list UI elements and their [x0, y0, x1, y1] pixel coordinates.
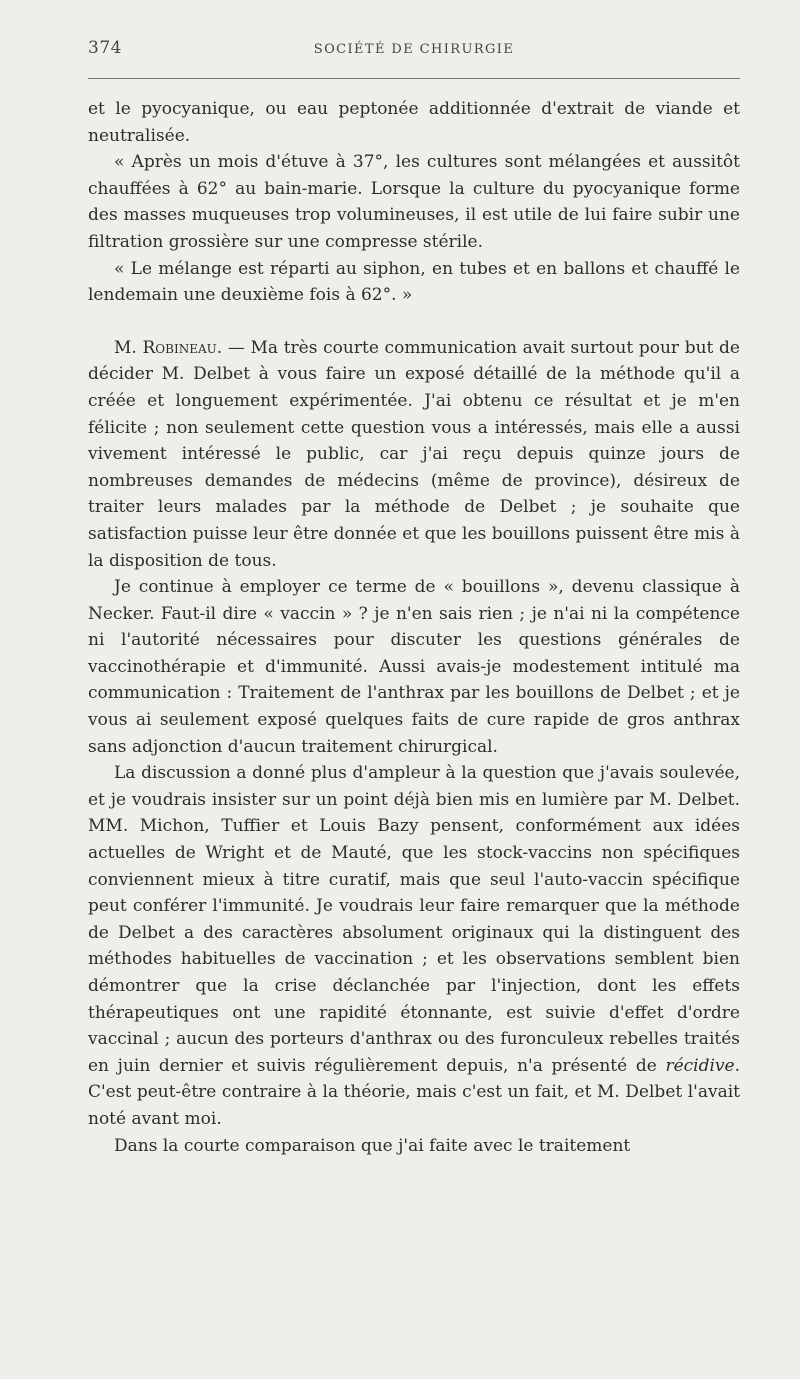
- paragraph-6: [88, 760, 740, 1132]
- paragraph-2: [88, 149, 740, 255]
- paragraph-3: [88, 256, 740, 309]
- paragraph-6-text: La discussion a donné plus d'ampleur à la question que j'avais soulevée, et je voudrais insister sur un point déjà bien mis en lumière par M. Delbet. MM. Michon, Tuffier et Louis Bazy pensent, conformément aux idées actuelles de Wright et de Mauté, que les stock-vaccins non spécifiques conviennent mieux à titre curatif, mais que seul l'auto-vaccin spécifique peut conférer l'immunité. Je voudrais leur faire remarquer que la méthode de Delbet a des caractères absolument originaux qui la distinguent des méthodes habituelles de vaccination ; et les observations semblent bien démontrer que la crise déclanchée par l'injection, dont les effets thérapeutiques ont une rapidité étonnante, est suivie d'effet d'ordre vaccinal ; aucun des porteurs d'anthrax ou des furonculeux rebelles traités en juin dernier et suivis régulièrement depuis, n'a présenté de: [88, 763, 740, 1076]
- running-head: SOCIÉTÉ DE CHIRURGIE: [313, 42, 515, 57]
- paragraph-3-text: « Le mélange est réparti au siphon, en tubes et en ballons et chauffé le lendemain une deuxième fois à 62°. »: [88, 258, 740, 306]
- page-header: [88, 38, 740, 68]
- header-rule: [88, 78, 740, 79]
- section-gap: [88, 309, 740, 335]
- paragraph-7-text: Dans la courte comparaison que j'ai faite avec le traitement: [114, 1135, 631, 1156]
- emphasis-word: récidive: [665, 1055, 735, 1076]
- paragraph-5-text: Je continue à employer ce terme de « bouillons », devenu classique à Necker. Faut-il dire « vaccin » ? je n'en sais rien ; je n'ai ni la compétence ni l'autorité nécessaires pour discuter les questions générales de vaccinothérapie et d'immunité. Aussi avais-je modestement intitulé ma communication : Traitement de l'anthrax par les bouillons de Delbet ; et je vous ai seulement exposé quelques faits de cure rapide de gros anthrax sans adjonction d'aucun traitement chirurgical.: [88, 577, 740, 757]
- paragraph-7: [88, 1133, 740, 1160]
- paragraph-5: [88, 574, 740, 760]
- speaker-name: M. Robineau.: [114, 337, 223, 358]
- paragraph-4-text: — Ma très courte communication avait surtout pour but de décider M. Delbet à vous faire un exposé détaillé de la méthode qu'il a créée et longuement expérimentée. J'ai obtenu ce résultat et je m'en félicite ; non seulement cette question vous a intéressés, mais elle a aussi vivement intéressé le public, car j'ai reçu depuis quinze jours de nombreuses demandes de médecins (même de province), désireux de traiter leurs malades par la méthode de Delbet ; je souhaite que satisfaction puisse leur être donnée et que les bouillons puissent être mis à la disposition de tous.: [88, 337, 740, 571]
- paragraph-1: [88, 96, 740, 149]
- paragraph-6-tail: . C'est peut-être contraire à la théorie, mais c'est un fait, et M. Delbet l'avait noté avant moi.: [88, 1055, 740, 1129]
- paragraph-1-text: et le pyocyanique, ou eau peptonée additionnée d'extrait de viande et neutralisée.: [88, 99, 740, 146]
- paragraph-4: [88, 335, 740, 574]
- paragraph-2-text: « Après un mois d'étuve à 37°, les cultures sont mélangées et aussitôt chauffées à 62° au bain-marie. Lorsque la culture du pyocyanique forme des masses muqueuses trop volumineuses, il est utile de lui faire subir une filtration grossière sur une compresse stérile.: [88, 152, 740, 252]
- page-number: 374: [88, 38, 122, 58]
- body-text: [88, 96, 740, 1159]
